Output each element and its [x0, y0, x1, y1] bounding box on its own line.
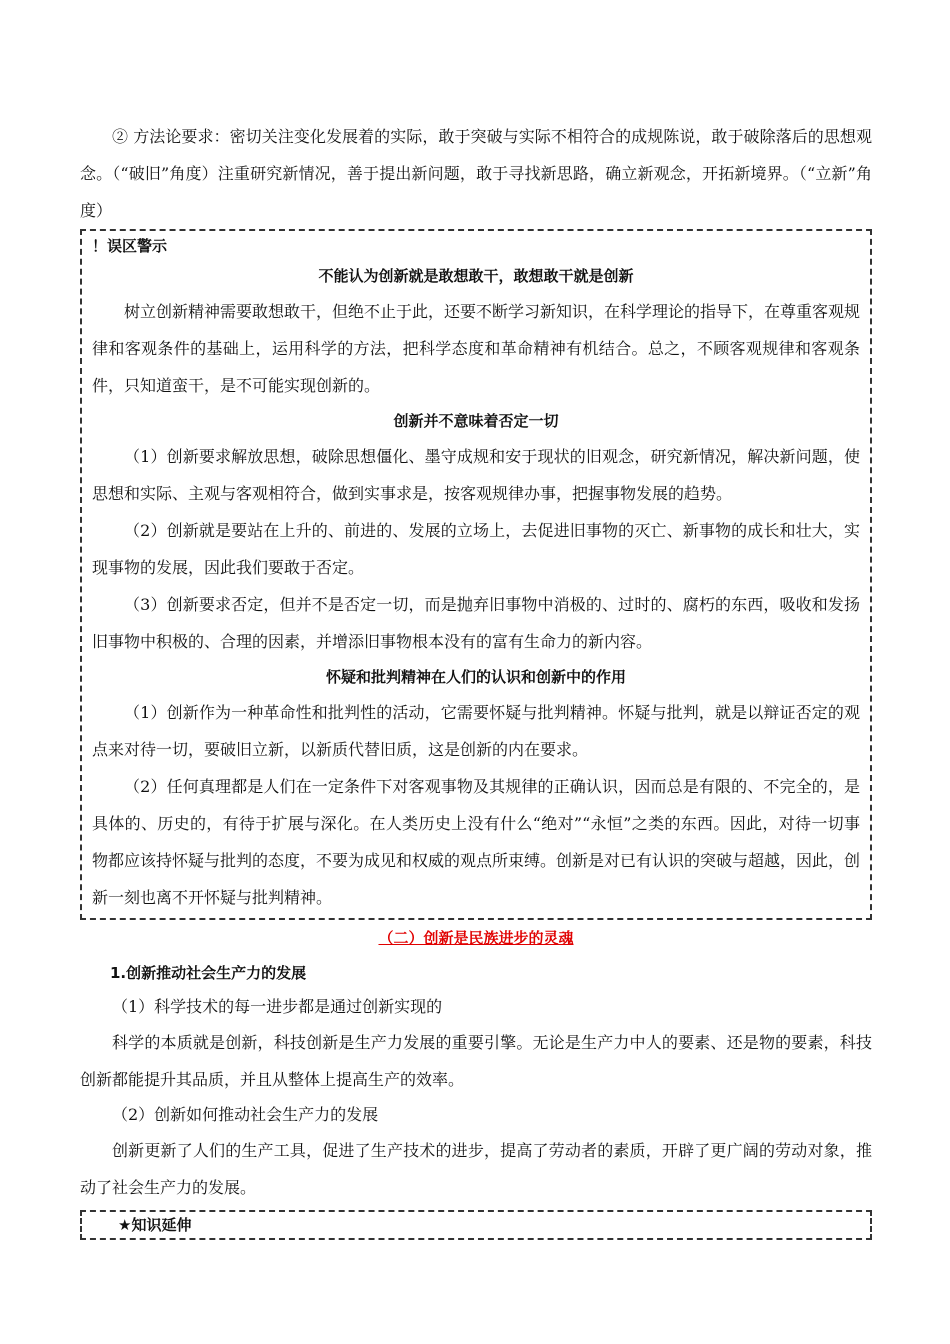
warning-paragraph: 树立创新精神需要敢想敢干，但绝不止于此，还要不断学习新知识，在科学理论的指导下，在尊重客观规律和客观条件的基础上，运用科学的方法，把科学态度和革命精神有机结合。总之，不顾客观规律和客观条件，只知道蛮干，是不可能实现创新的。 [92, 302, 861, 395]
warning-paragraph: （1）创新作为一种革命性和批判性的活动，它需要怀疑与批判精神。怀疑与批判，就是以辩证否定的观点来对待一切，要破旧立新，以新质代替旧质，这是创新的内在要求。 [92, 703, 860, 759]
warning-paragraph: （2）任何真理都是人们在一定条件下对客观事物及其规律的正确认识，因而总是有限的、不完全的，是具体的、历史的，有待于扩展与深化。在人类历史上没有什么“绝对”“永恒”之类的东西。因此，对待一切事物都应该持怀疑与批判的态度，不要为成见和权威的观点所束缚。创新是对已有认识的突破与超越，因此，创新一刻也离不开怀疑与批判精神。 [92, 777, 861, 907]
warning-box-title: ！误区警示 [92, 237, 168, 255]
section-item: （1）科学技术的每一进步都是通过创新实现的 [112, 997, 443, 1016]
extension-box [80, 1210, 872, 1240]
warning-box [80, 229, 872, 920]
section-item: 创新更新了人们的生产工具，促进了生产技术的进步，提高了劳动者的素质，开辟了更广阔的劳动对象，推动了社会生产力的发展。 [80, 1141, 872, 1197]
section-item: （2）创新如何推动社会生产力的发展 [112, 1105, 379, 1124]
warning-paragraph: （2）创新就是要站在上升的、前进的、发展的立场上，去促进旧事物的灭亡、新事物的成长和壮大，实现事物的发展，因此我们要敢于否定。 [92, 521, 860, 577]
section-item: 科学的本质就是创新，科技创新是生产力发展的重要引擎。无论是生产力中人的要素、还是物的要素，科技创新都能提升其品质，并且从整体上提高生产的效率。 [80, 1033, 872, 1089]
methodology-paragraph: ② 方法论要求：密切关注变化发展着的实际，敢于突破与实际不相符合的成规陈说，敢于破除落后的思想观念。（“破旧”角度）注重研究新情况，善于提出新问题，敢于寻找新思路，确立新观念，开拓新境界。（“立新”角度） [80, 127, 872, 220]
document-page [80, 118, 872, 1240]
warning-heading-3: 怀疑和批判精神在人们的认识和创新中的作用 [325, 668, 626, 686]
warning-heading-2: 创新并不意味着否定一切 [393, 412, 559, 430]
warning-paragraph: （3）创新要求否定，但并不是否定一切，而是抛弃旧事物中消极的、过时的、腐朽的东西，吸收和发扬旧事物中积极的、合理的因素，并增添旧事物根本没有的富有生命力的新内容。 [92, 595, 860, 651]
section-title: （二）创新是民族进步的灵魂 [378, 929, 574, 947]
warning-heading-1: 不能认为创新就是敢想敢干，敢想敢干就是创新 [318, 267, 634, 285]
warning-paragraph: （1）创新要求解放思想，破除思想僵化、墨守成规和安于现状的旧观念，研究新情况，解决新问题，使思想和实际、主观与客观相符合，做到实事求是，按客观规律办事，把握事物发展的趋势。 [92, 447, 860, 503]
extension-box-title: ★知识延伸 [118, 1216, 192, 1234]
section-subtitle: 1.创新推动社会生产力的发展 [110, 964, 307, 982]
